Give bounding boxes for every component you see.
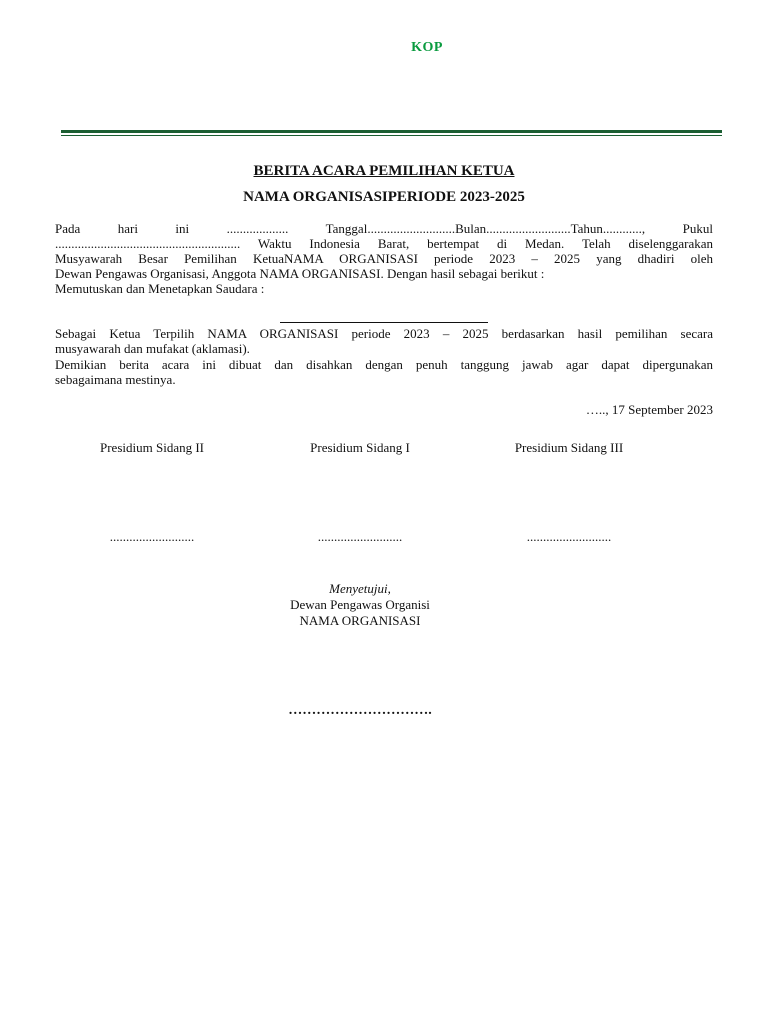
signature-line-2: .......................... — [109, 529, 195, 544]
decision-paragraph — [55, 326, 713, 356]
header-rule-thin — [61, 135, 722, 136]
opening-line-1: Pada hari ini ................... Tanggal...........................Bulan..........................Tahun............, Pukul — [55, 221, 713, 236]
closing-paragraph — [55, 357, 713, 387]
approval-body: Dewan Pengawas Organisi — [290, 597, 430, 612]
signature-line-3: .......................... — [526, 529, 612, 544]
approval-signature-line: …………………………. — [288, 703, 432, 718]
closing-line-1: Demikian berita acara ini dibuat dan disahkan dengan penuh tanggung jawab agar dapat dipergunakan — [55, 357, 713, 372]
signature-line-1: .......................... — [317, 529, 403, 544]
closing-line-2: sebagaimana mestinya. — [55, 372, 176, 387]
signatory-title-1: Presidium Sidang I — [310, 440, 410, 455]
opening-line-2: ......................................................... Waktu Indonesia Barat, bertempat di Medan. Telah diselenggarakan — [55, 236, 713, 251]
signatory-title-3: Presidium Sidang III — [514, 440, 624, 455]
document-subtitle: NAMA ORGANISASIPERIODE 2023-2025 — [243, 189, 525, 205]
opening-paragraph — [55, 221, 713, 296]
opening-line-4: Dewan Pengawas Organisasi, Anggota NAMA ORGANISASI. Dengan hasil sebagai berikut : — [55, 266, 545, 281]
decision-line-2: musyawarah dan mufakat (aklamasi). — [55, 341, 250, 356]
header-rule-thick — [61, 130, 722, 133]
approval-organization: NAMA ORGANISASI — [299, 613, 421, 628]
opening-line-5: Memutuskan dan Menetapkan Saudara : — [55, 281, 265, 296]
opening-line-3: Musyawarah Besar Pemilihan KetuaNAMA ORGANISASI periode 2023 – 2025 yang dhadiri oleh — [55, 251, 713, 266]
approval-label: Menyetujui, — [329, 581, 391, 596]
decision-line-1: Sebagai Ketua Terpilih NAMA ORGANISASI periode 2023 – 2025 berdasarkan hasil pemilihan secara — [55, 326, 713, 341]
elected-name-blank — [280, 322, 488, 323]
signatory-title-2: Presidium Sidang II — [100, 440, 204, 455]
letterhead-placeholder: KOP — [411, 40, 443, 55]
document-title: BERITA ACARA PEMILIHAN KETUA — [253, 163, 515, 179]
document-date: ….., 17 September 2023 — [585, 402, 713, 417]
